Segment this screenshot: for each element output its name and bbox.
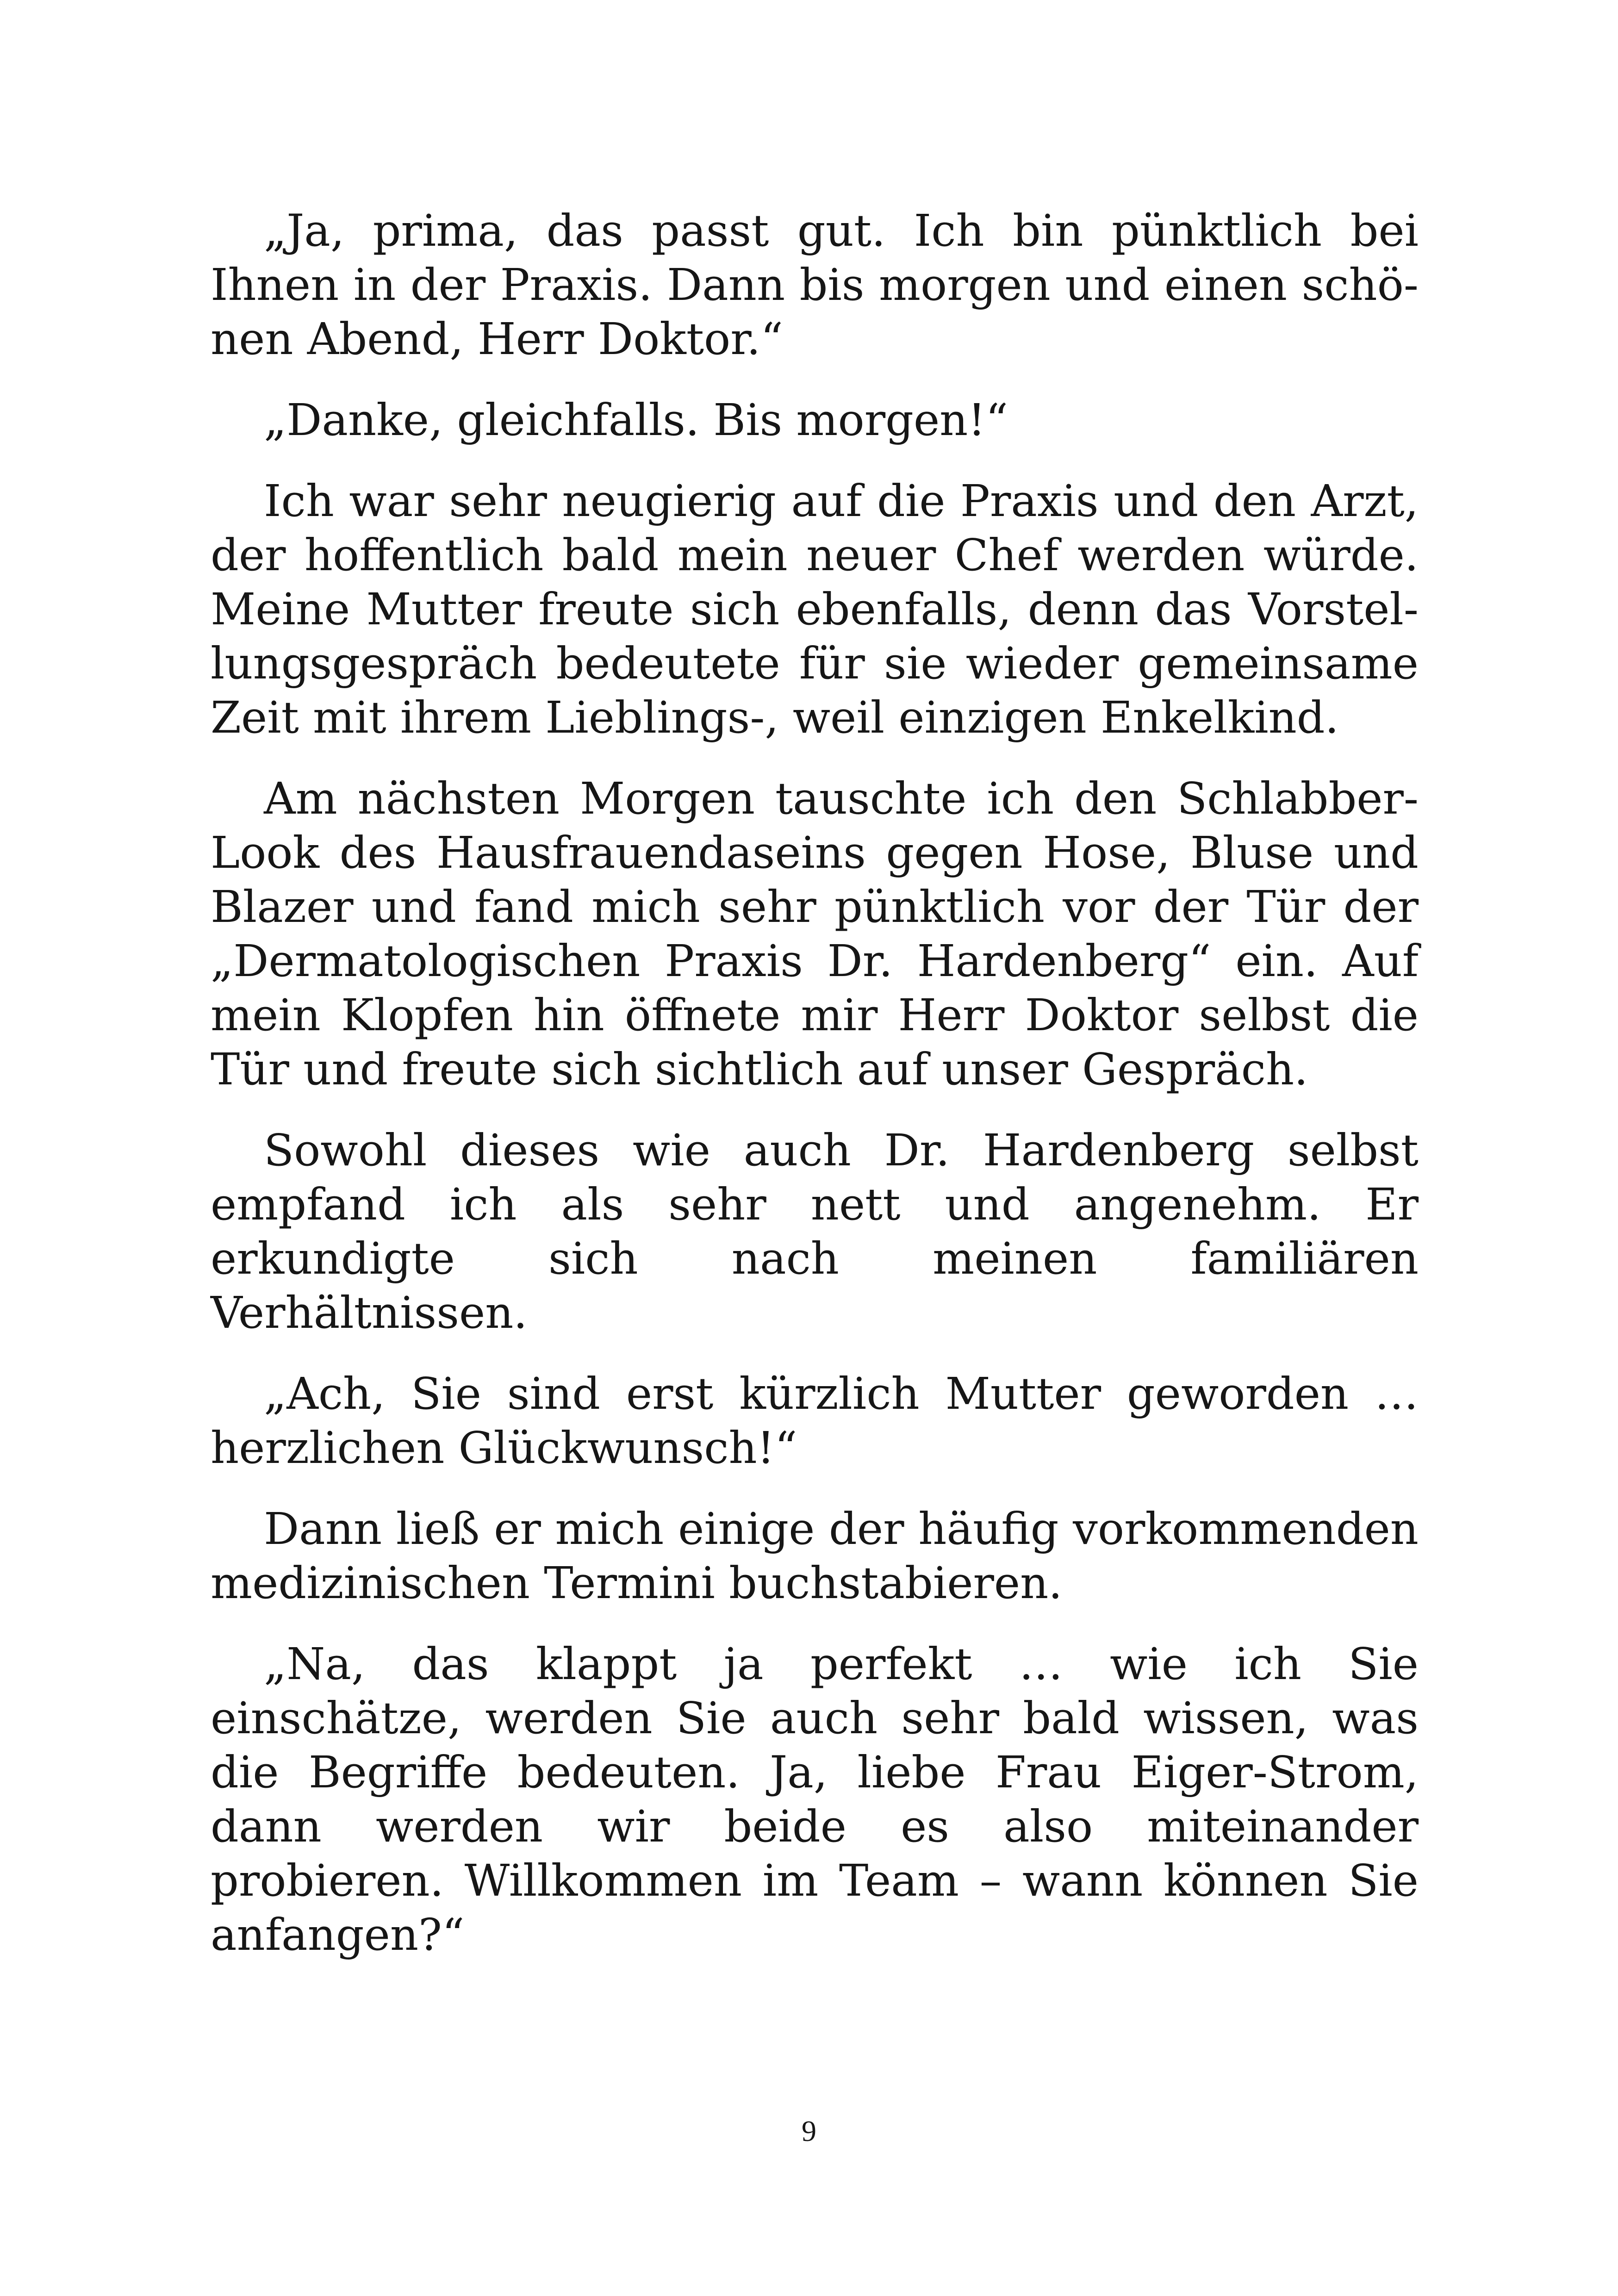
paragraph-2: „Danke, gleichfalls. Bis morgen!“ <box>264 395 1008 446</box>
page-body <box>211 204 1419 1989</box>
paragraph-8: „Na, das klappt ja perfekt … wie ich Sie einschätze, werden Sie auch sehr bald wissen, was die Begriffe bedeuten. Ja, liebe Frau Eiger-Strom, dann werden wir beide es also miteinander probieren. Willkommen im Team – wann können Sie anfangen?“ <box>211 1639 1419 1960</box>
paragraph-7: Dann ließ er mich einige der häufig vorkommenden medizinischen Termini buchstabieren. <box>211 1504 1419 1609</box>
paragraph-6: „Ach, Sie sind erst kürzlich Mutter geworden … herzlichen Glückwunsch!“ <box>211 1369 1419 1474</box>
paragraph-5: Sowohl dieses wie auch Dr. Hardenberg selbst empfand ich als sehr nett und angenehm. Er erkundigte sich nach meinen familiären Verhältnissen. <box>211 1125 1419 1338</box>
page-number: 9 <box>802 2115 816 2147</box>
paragraph-1: „Ja, prima, das passt gut. Ich bin pünktlich bei Ihnen in der Praxis. Dann bis morgen und einen schönen Abend, Herr Doktor.“ <box>211 205 1419 365</box>
paragraph-4: Am nächsten Morgen tauschte ich den Schlabber-Look des Hausfrauendaseins gegen Hose, Bluse und Blazer und fand mich sehr pünktlich vor der Tür der „Dermatologischen Praxis Dr. Hardenberg“ ein. Auf mein Klopfen hin öffnete mir Herr Doktor selbst die Tür und freute sich sichtlich auf unser Gespräch. <box>211 773 1419 1095</box>
paragraph-3: Ich war sehr neugierig auf die Praxis und den Arzt, der hoffentlich bald mein neuer Chef werden würde. Meine Mutter freute sich ebenfalls, denn das Vorstellungsgespräch bedeutete für sie wieder gemeinsame Zeit mit ihrem Lieblings-, weil einzigen Enkelkind. <box>211 476 1419 743</box>
